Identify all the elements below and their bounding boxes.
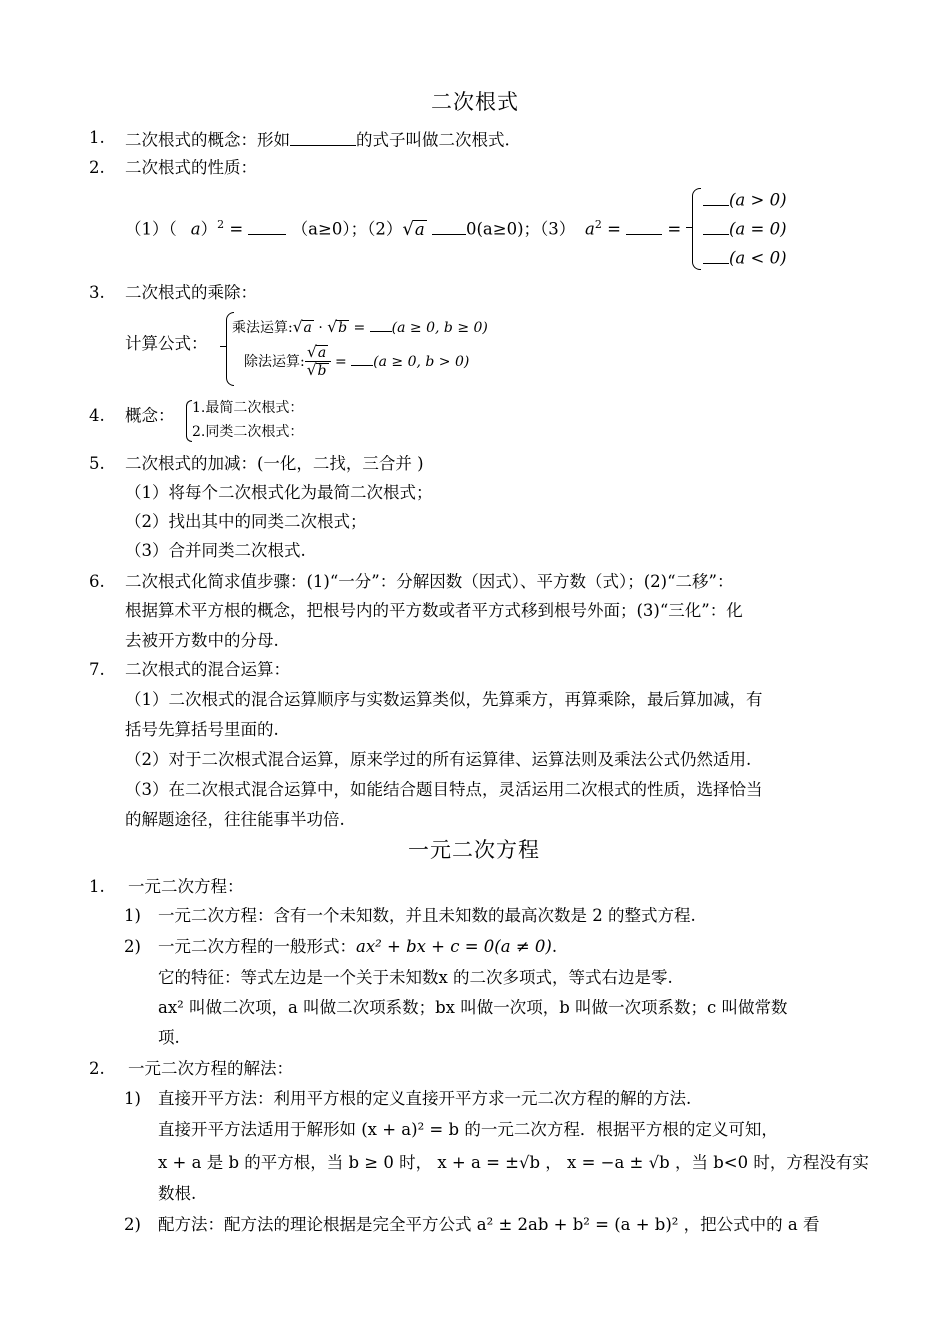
item-heading: 一元二次方程： (128, 877, 244, 896)
answer-blank (290, 128, 356, 146)
text-line: （1）二次根式的混合运算顺序与实数运算类似，先算乘方，再算乘除，最后算加减，有 (125, 690, 763, 709)
item-number: 1. (89, 128, 105, 147)
item-number: 2. (89, 158, 105, 177)
item-number: 4. (89, 406, 105, 425)
text-line: （2）对于二次根式混合运算，原来学过的所有运算律、运算法则及乘法公式仍然适用. (125, 750, 752, 769)
item-number: 3. (89, 283, 105, 302)
item-number: 7. (89, 660, 105, 679)
item-heading: 二次根式的加减：(一化，二找，三合并 ) (125, 454, 424, 473)
concept-2: 2.同类二次根式： (192, 424, 304, 440)
item-heading: 二次根式的乘除： (125, 283, 257, 302)
text-line: 一元二次方程：含有一个未知数，并且未知数的最高次数是 2 的整式方程. (158, 906, 696, 925)
brace-notch (686, 227, 692, 228)
answer-blank (248, 217, 286, 235)
text-line: 根据算术平方根的概念，把根号内的平方数或者平方式移到根号外面；(3)“三化”：化 (125, 601, 743, 620)
case-row: (a < 0) (703, 246, 787, 268)
sub-number: 1) (124, 1089, 141, 1108)
case-row: (a = 0) (703, 217, 787, 239)
step-line: （3）合并同类二次根式. (125, 541, 306, 560)
sqrt-fraction: $\frac{√a}{√b}$ (305, 344, 331, 380)
text-line: ax² 叫做二次项，a 叫做二次项系数；bx 叫做一次项，b 叫做一次项系数；c 叫做常数 (158, 998, 788, 1017)
answer-blank (432, 217, 466, 235)
section-title: 二次根式 (431, 90, 519, 114)
text-line: 去被开方数中的分母. (125, 631, 279, 650)
item-number: 6. (89, 572, 105, 591)
section-title: 一元二次方程 (408, 838, 540, 862)
item-number: 1. (89, 877, 105, 896)
sqrt-icon: √ (327, 318, 338, 336)
brace-notch (220, 346, 226, 347)
concept-post: 的式子叫做二次根式. (356, 130, 510, 150)
item-heading: 概念： (125, 406, 175, 425)
text-line: 项. (158, 1028, 180, 1047)
sqrt-icon: √ (402, 218, 414, 240)
sqrt-icon: √ (292, 318, 303, 336)
concept-pre: 二次根式的概念：形如 (125, 130, 290, 150)
abs-formula: $a^2$ = = (585, 218, 682, 239)
item-heading: 一元二次方程的解法： (128, 1059, 293, 1078)
text-line: 括号先算括号里面的. (125, 720, 279, 739)
item-heading: 二次根式的混合运算： (125, 660, 290, 679)
cases-brace (692, 188, 701, 270)
item-number: 5. (89, 454, 105, 473)
text-line: 它的特征：等式左边是一个关于未知数x 的二次多项式，等式右边是零. (158, 968, 673, 987)
general-form-formula: ax² + bx + c = 0(a ≠ 0) (356, 937, 552, 956)
text-line: x + a 是 b 的平方根，当 b ≥ 0 时， x + a = ±√b ， x = −a ± √b ，当 b<0 时，方程没有实 (158, 1153, 869, 1172)
text-line: （3）在二次根式混合运算中，如能结合题目特点，灵活运用二次根式的性质，选择恰当 (125, 780, 763, 799)
text-line: 二次根式化简求值步骤：(1)“一分”：分解因数（因式）、平方数（式）；(2)“二移”： (125, 572, 734, 591)
concept-line (125, 128, 510, 150)
step-line: （2）找出其中的同类二次根式； (125, 512, 367, 531)
sub-number: 2) (124, 937, 141, 956)
sub-number: 2) (124, 1215, 141, 1234)
text-line: 直接开平方法：利用平方根的定义直接开平方求一元二次方程的解的方法. (158, 1089, 692, 1108)
answer-blank (626, 217, 662, 235)
properties-formula: （1）（ a）$^2$ = （a≥0）；（2）√a 0(a≥0)；（3） (125, 218, 576, 240)
divide-rule: 除法运算: $\frac{√a}{√b}$ = (a ≥ 0, b > 0) (244, 343, 470, 380)
item-number: 2. (89, 1059, 105, 1078)
sub-number: 1) (124, 906, 141, 925)
item-heading: 二次根式的性质： (125, 158, 257, 177)
multiply-rule: 乘法运算:√a · √b = (a ≥ 0, b ≥ 0) (232, 318, 488, 336)
step-line: （1）将每个二次根式化为最简二次根式； (125, 483, 433, 502)
text-line: 配方法：配方法的理论根据是完全平方公式 a² ± 2ab + b² = (a + b)² ，把公式中的 a 看 (158, 1215, 820, 1234)
general-form-line: 一元二次方程的一般形式：ax² + bx + c = 0(a ≠ 0). (158, 937, 558, 956)
concept-1: 1.最简二次根式： (192, 400, 304, 416)
text-line: 直接开平方法适用于解形如 (x + a)² = b 的一元二次方程．根据平方根的定义可知， (158, 1120, 778, 1139)
formula-label: 计算公式： (125, 334, 208, 353)
case-row: (a > 0) (703, 188, 787, 210)
text-line: 数根. (158, 1184, 197, 1203)
text-line: 的解题途径，往往能事半功倍. (125, 810, 345, 829)
